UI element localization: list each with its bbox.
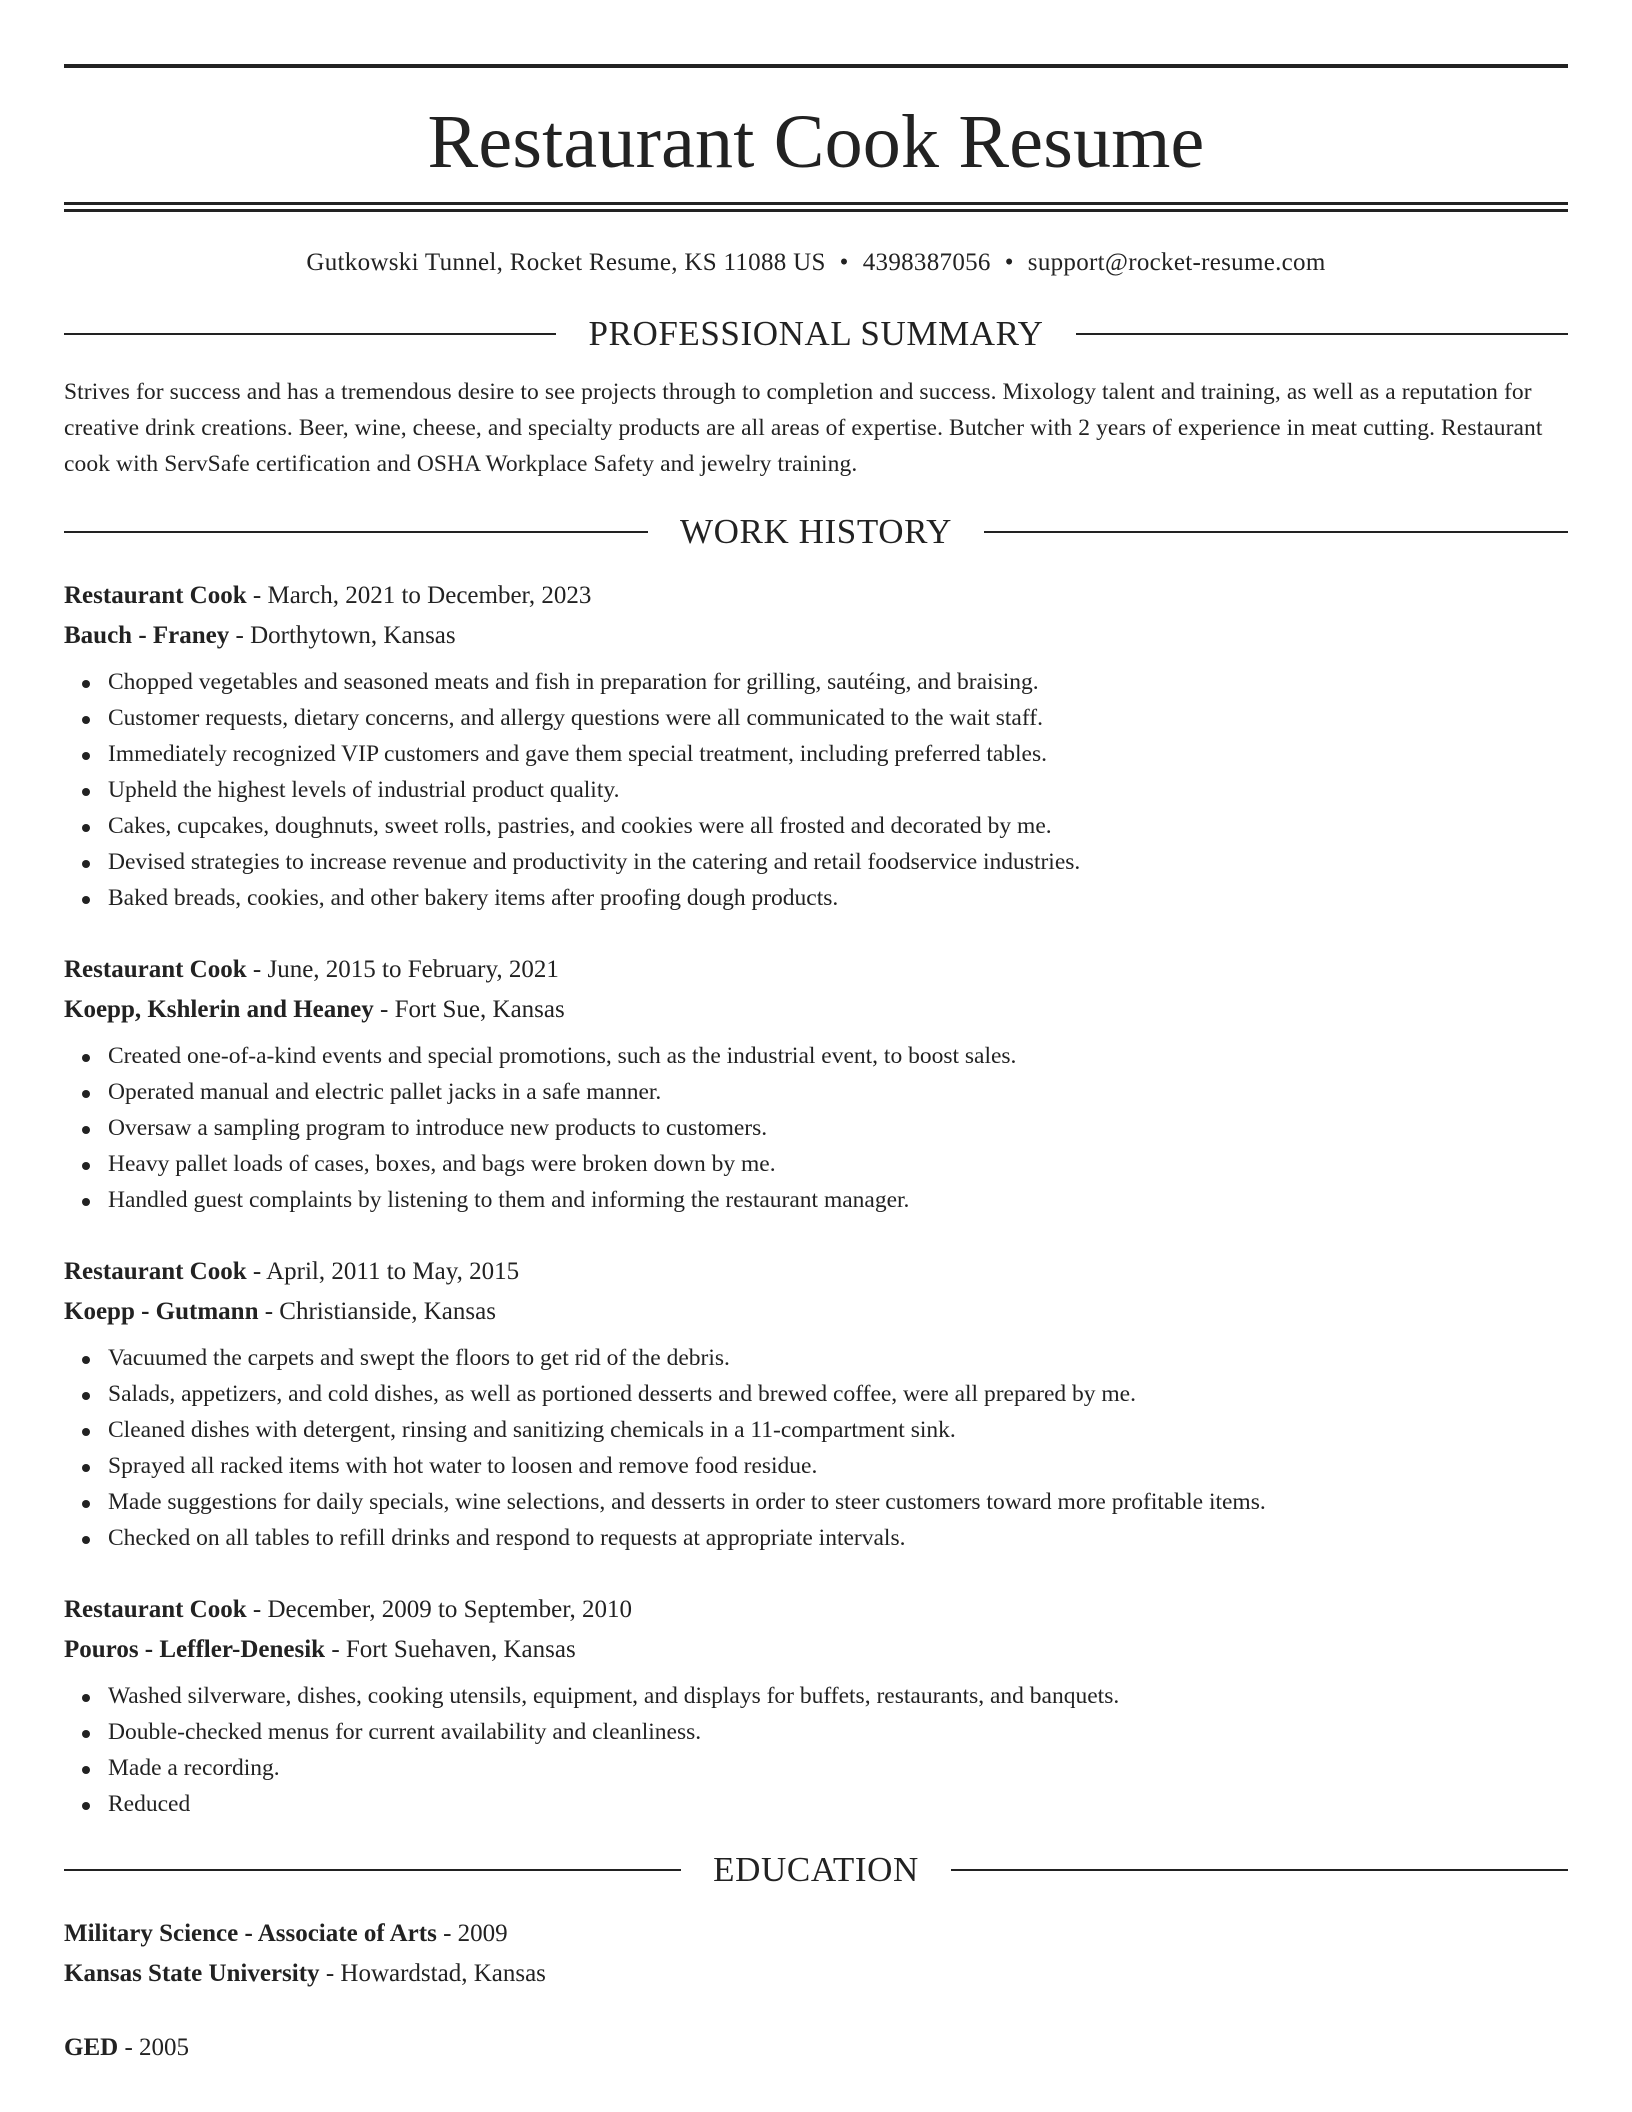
job-bullet: Cleaned dishes with detergent, rinsing and sanitizing chemicals in a 11-compartment sink. xyxy=(108,1412,1568,1448)
job-bullets xyxy=(64,1678,1568,1822)
job-dates: - March, 2021 to December, 2023 xyxy=(246,582,592,609)
work-heading-label: WORK HISTORY xyxy=(680,512,952,551)
page-title: Restaurant Cook Resume xyxy=(427,100,1205,184)
job-title: Restaurant Cook xyxy=(64,1258,247,1285)
heading-rule-left xyxy=(64,531,648,533)
job-bullet: Customer requests, dietary concerns, and allergy questions were all communicated to the wait staff. xyxy=(108,700,1568,736)
job-bullets xyxy=(64,1340,1568,1556)
contact-separator: • xyxy=(839,249,849,276)
job-company-line xyxy=(64,616,1568,656)
job-company-line xyxy=(64,1292,1568,1332)
education-school: Kansas State University xyxy=(64,1960,320,1987)
job-title: Restaurant Cook xyxy=(64,582,247,609)
job-title-line xyxy=(64,1252,1568,1292)
job-bullets xyxy=(64,664,1568,916)
education-entry xyxy=(64,1914,1568,1994)
contact-email: support@rocket-resume.com xyxy=(1027,249,1326,276)
job-company: Koepp - Gutmann xyxy=(64,1298,259,1325)
education-school-line xyxy=(64,1954,1568,1994)
job-bullet: Made suggestions for daily specials, wine selections, and desserts in order to steer customers toward more profitable items. xyxy=(108,1484,1568,1520)
job-company: Bauch - Franey xyxy=(64,622,230,649)
job-bullet: Operated manual and electric pallet jacks in a safe manner. xyxy=(108,1074,1568,1110)
job-title-line xyxy=(64,950,1568,990)
education-entry xyxy=(64,2028,1568,2068)
job-bullets xyxy=(64,1038,1568,1218)
job-bullet: Heavy pallet loads of cases, boxes, and bags were broken down by me. xyxy=(108,1146,1568,1182)
job-location: - Dorthytown, Kansas xyxy=(229,622,456,649)
education-degree: Military Science - Associate of Arts xyxy=(64,1920,437,1947)
heading-rule-right xyxy=(984,531,1568,533)
job-dates: - December, 2009 to September, 2010 xyxy=(246,1596,633,1623)
contact-address: Gutkowski Tunnel, Rocket Resume, KS 11088 US xyxy=(306,249,826,276)
job-bullet: Vacuumed the carpets and swept the floors to get rid of the debris. xyxy=(108,1340,1568,1376)
job-bullet: Sprayed all racked items with hot water to loosen and remove food residue. xyxy=(108,1448,1568,1484)
education-degree-line xyxy=(64,2028,1568,2068)
education-location: - Howardstad, Kansas xyxy=(319,1960,546,1987)
job-bullet: Made a recording. xyxy=(108,1750,1568,1786)
job-bullet: Handled guest complaints by listening to them and informing the restaurant manager. xyxy=(108,1182,1568,1218)
job-bullet: Salads, appetizers, and cold dishes, as well as portioned desserts and brewed coffee, were all prepared by me. xyxy=(108,1376,1568,1412)
job-bullet: Immediately recognized VIP customers and gave them special treatment, including preferred tables. xyxy=(108,736,1568,772)
job-location: - Fort Sue, Kansas xyxy=(373,996,565,1023)
job-title-line xyxy=(64,576,1568,616)
job-location: - Fort Suehaven, Kansas xyxy=(325,1636,576,1663)
education-degree-line xyxy=(64,1914,1568,1954)
job-location: - Christianside, Kansas xyxy=(258,1298,496,1325)
job-title: Restaurant Cook xyxy=(64,1596,247,1623)
work-section-heading xyxy=(64,510,1568,554)
resume-page xyxy=(64,64,1568,2068)
contact-separator: • xyxy=(1004,249,1014,276)
job-bullet: Cakes, cupcakes, doughnuts, sweet rolls, pastries, and cookies were all frosted and decorated by me. xyxy=(108,808,1568,844)
summary-section-heading xyxy=(64,312,1568,356)
job-entry xyxy=(64,576,1568,916)
summary-text: Strives for success and has a tremendous desire to see projects through to completion and success. Mixology talent and training, as well as a reputation for creative drink creations. Beer, wine, cheese, and specialty products are all areas of expertise. Butcher with 2 years of experience in meat cutting. Restaurant cook with ServSafe certification and OSHA Workplace Safety and jewelry training. xyxy=(64,379,1543,477)
heading-rule-left xyxy=(64,333,556,335)
education-section-heading xyxy=(64,1848,1568,1892)
job-bullet: Washed silverware, dishes, cooking utensils, equipment, and displays for buffets, restaurants, and banquets. xyxy=(108,1678,1568,1714)
top-rule xyxy=(64,64,1568,68)
heading-rule-right xyxy=(951,1869,1568,1871)
job-entry xyxy=(64,1590,1568,1822)
job-dates: - June, 2015 to February, 2021 xyxy=(246,956,559,983)
job-bullet: Chopped vegetables and seasoned meats and fish in preparation for grilling, sautéing, and braising. xyxy=(108,664,1568,700)
job-entry xyxy=(64,950,1568,1218)
job-bullet: Baked breads, cookies, and other bakery items after proofing dough products. xyxy=(108,880,1568,916)
job-entry xyxy=(64,1252,1568,1556)
education-year: - 2009 xyxy=(436,1920,508,1947)
summary-heading-label: PROFESSIONAL SUMMARY xyxy=(588,314,1044,353)
heading-rule-left xyxy=(64,1869,681,1871)
job-company: Koepp, Kshlerin and Heaney xyxy=(64,996,374,1023)
job-company-line xyxy=(64,1630,1568,1670)
job-title-line xyxy=(64,1590,1568,1630)
job-bullet: Oversaw a sampling program to introduce new products to customers. xyxy=(108,1110,1568,1146)
contact-phone: 4398387056 xyxy=(862,249,991,276)
job-bullet: Checked on all tables to refill drinks and respond to requests at appropriate intervals. xyxy=(108,1520,1568,1556)
job-bullet: Double-checked menus for current availability and cleanliness. xyxy=(108,1714,1568,1750)
job-company-line xyxy=(64,990,1568,1030)
heading-rule-right xyxy=(1076,333,1568,335)
job-title: Restaurant Cook xyxy=(64,956,247,983)
job-bullet: Created one-of-a-kind events and special promotions, such as the industrial event, to boost sales. xyxy=(108,1038,1568,1074)
title-double-rule xyxy=(64,202,1568,212)
education-year: - 2005 xyxy=(118,2034,190,2061)
job-bullet: Upheld the highest levels of industrial product quality. xyxy=(108,772,1568,808)
education-heading-label: EDUCATION xyxy=(713,1850,919,1889)
education-degree: GED xyxy=(64,2034,119,2061)
job-dates: - April, 2011 to May, 2015 xyxy=(246,1258,520,1285)
contact-line xyxy=(64,248,1568,278)
job-bullet: Reduced xyxy=(108,1786,1568,1822)
job-bullet: Devised strategies to increase revenue and productivity in the catering and retail foodservice industries. xyxy=(108,844,1568,880)
job-company: Pouros - Leffler-Denesik xyxy=(64,1636,326,1663)
